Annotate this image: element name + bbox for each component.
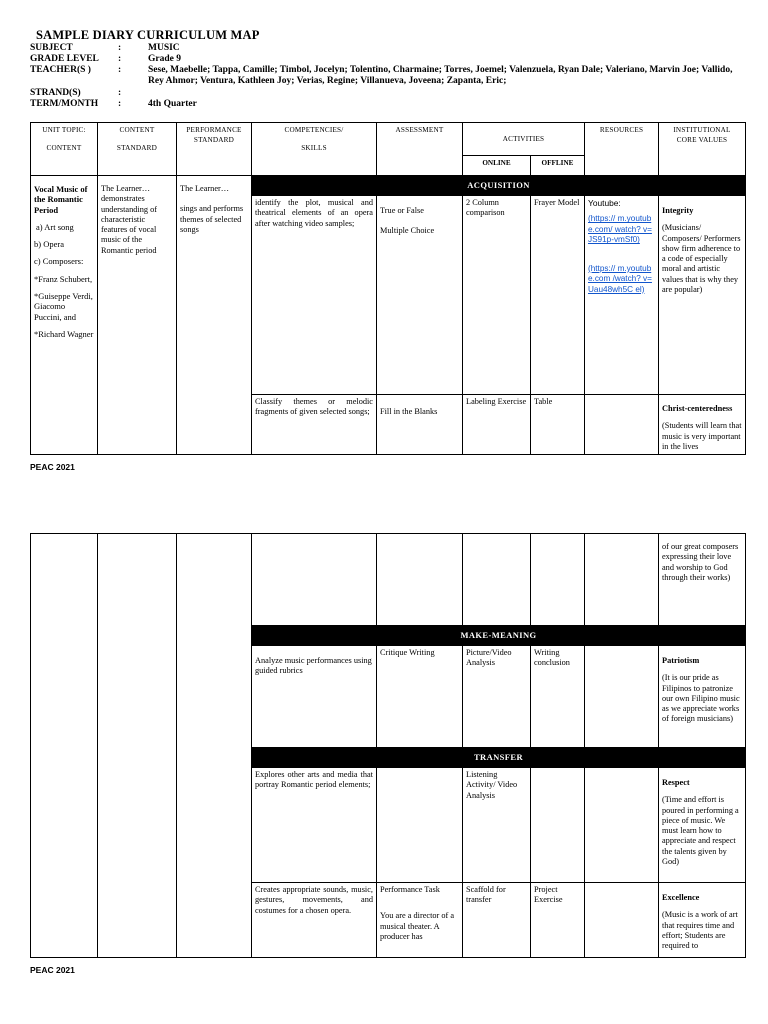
document-title: SAMPLE DIARY CURRICULUM MAP [36, 28, 260, 42]
stage-transfer: TRANSFER [252, 748, 746, 768]
header-text: UNIT TOPIC: [42, 126, 86, 134]
unit-item: *Franz Schubert, [34, 273, 93, 284]
header-offline: OFFLINE [531, 156, 585, 176]
header-activities: ACTIVITIES [463, 123, 585, 156]
header-text: CORE VALUES [676, 136, 728, 145]
online-activity-cell: Listening Activity/ Video Analysis [463, 768, 531, 883]
header-core-values [659, 123, 746, 176]
header-text: SKILLS [301, 144, 327, 153]
unit-title: Vocal Music of the Romantic Period [34, 184, 88, 215]
competency-cell: Classify themes or melodic fragments of given selected songs; [252, 395, 377, 455]
offline-activity-cell [531, 534, 585, 626]
core-value-text: (Time and effort is poured in performing a piece of music. We must learn how to appreciate and respect the talents given by God) [662, 795, 739, 867]
meta-colon: : [118, 43, 122, 53]
meta-label: SUBJECT [30, 43, 73, 53]
core-value-title: Respect [662, 778, 690, 787]
meta-colon: : [118, 65, 122, 75]
resources-label: Youtube: [588, 198, 621, 208]
unit-item: b) Opera [34, 239, 64, 250]
curriculum-table-page-2 [30, 533, 746, 958]
core-value-text: (Musicians/ Composers/ Performers show firm adherence to a code of especially moral and artistic values that is why they are popular) [662, 223, 741, 295]
core-value-text: (Music is a work of art that requires time and effort; Students are required to [662, 910, 738, 951]
unit-item: *Richard Wagner [34, 328, 94, 339]
header-online: ONLINE [463, 156, 531, 176]
performance-standard-lead: The Learner… [180, 184, 230, 193]
competency-cell: identify the plot, musical and theatrical elements of an opera after watching video samples; [252, 196, 377, 395]
resources-cell [585, 395, 659, 455]
stage-make-meaning: MAKE-MEANING [252, 626, 746, 646]
assessment-item: Multiple Choice [380, 226, 435, 236]
page-footer: PEAC 2021 [30, 462, 75, 472]
page-footer: PEAC 2021 [30, 965, 75, 975]
core-value-cell [659, 883, 746, 958]
meta-colon: : [118, 54, 122, 64]
competency-cell: Creates appropriate sounds, music, gestures, movements, and costumes for a chosen opera. [252, 883, 377, 958]
resources-cell [585, 534, 659, 626]
performance-standard-text: sings and performs themes of selected songs [180, 204, 244, 234]
unit-item: *Guiseppe Verdi, Giacomo Puccini, and [34, 291, 93, 322]
header-text: COMPETENCIES/ [284, 126, 344, 134]
meta-label: TERM/MONTH [30, 99, 99, 109]
curriculum-table-page-1 [30, 122, 746, 455]
core-value-text: (Students will learn that music is very important in the lives [662, 421, 742, 451]
assessment-cell [377, 768, 463, 883]
meta-value: MUSIC [148, 43, 180, 53]
header-content-standard [98, 123, 177, 176]
header-text: PERFORMANCE [186, 126, 242, 134]
online-activity-cell: Picture/Video Analysis [463, 646, 531, 748]
core-value-cell [659, 196, 746, 395]
header-unit-topic [31, 123, 98, 176]
offline-activity-cell: Table [531, 395, 585, 455]
youtube-link-1[interactable]: (https:// m.youtube.com/ watch? v=JS91p-vmSf0) [588, 214, 652, 245]
header-text: STANDARD [193, 136, 235, 145]
assessment-cell: Critique Writing [377, 646, 463, 748]
core-value-title: Excellence [662, 893, 700, 902]
stage-acquisition: ACQUISITION [252, 176, 746, 196]
header-text: STANDARD [116, 144, 158, 153]
header-text: INSTITUTIONAL [673, 126, 731, 134]
online-activity-cell: 2 Column comparison [463, 196, 531, 395]
unit-topic-cell [31, 534, 98, 958]
performance-standard-cell [177, 176, 252, 455]
assessment-cell [377, 196, 463, 395]
header-competencies [252, 123, 377, 176]
meta-value: Grade 9 [148, 54, 181, 64]
header-text: CONTENT [119, 126, 155, 134]
meta-value: Sese, Maebelle; Tappa, Camille; Timbol, Jocelyn; Tolentino, Charmaine; Torres, Joemel; Valenzuela, Ryan Dale; Valeriano, Marvin Joe; Vallido, Rey Ahmor; Ventura, Kathleen Joy; Verias, Regine; Villanueva, Joveena; Zapanta, Eric; [148, 65, 733, 86]
assessment-item: True or False [380, 206, 424, 215]
assessment-cell [377, 395, 463, 455]
competency-cell: Explores other arts and media that portray Romantic period elements; [252, 768, 377, 883]
unit-item: c) Composers: [34, 256, 84, 267]
core-value-text: (It is our pride as Filipinos to patronize our own Filipino music as we appreciate works of foreign musicians) [662, 673, 740, 724]
core-value-cell [659, 534, 746, 626]
assessment-item: Fill in the Blanks [380, 407, 438, 416]
unit-item: a) Art song [36, 221, 74, 232]
core-value-cell [659, 395, 746, 455]
resources-cell [585, 768, 659, 883]
assessment-item: You are a director of a musical theater. A producer has [380, 911, 455, 941]
resources-cell [585, 883, 659, 958]
header-resources: RESOURCES [585, 123, 659, 176]
youtube-link-2[interactable]: (https:// m.youtube.com /watch? v=Uau48wh5C el) [588, 263, 652, 294]
competency-text: Analyze music performances using guided rubrics [255, 656, 372, 676]
content-standard-text: The Learner… demonstrates understanding of characteristic features of vocal music of the Romantic period [101, 184, 157, 255]
online-activity-cell: Scaffold for transfer [463, 883, 531, 958]
assessment-cell [377, 534, 463, 626]
unit-topic-cell [31, 176, 98, 455]
core-value-title: Christ-centeredness [662, 404, 733, 413]
meta-colon: : [118, 99, 122, 109]
core-value-cell [659, 646, 746, 748]
header-assessment: ASSESSMENT [377, 123, 463, 176]
assessment-cell [377, 883, 463, 958]
meta-label: TEACHER(S ) [30, 65, 91, 75]
meta-colon: : [118, 88, 122, 98]
meta-label: GRADE LEVEL [30, 54, 99, 64]
offline-activity-cell: Frayer Model [531, 196, 585, 395]
meta-value: 4th Quarter [148, 99, 197, 109]
resources-cell [585, 646, 659, 748]
offline-activity-cell: Project Exercise [531, 883, 585, 958]
resources-cell [585, 196, 659, 395]
competency-cell [252, 646, 377, 748]
header-text: CONTENT [46, 144, 82, 153]
core-value-text: of our great composers expressing their love and worship to God through their works) [662, 542, 739, 582]
content-standard-cell [98, 534, 177, 958]
offline-activity-cell [531, 768, 585, 883]
header-performance-standard [177, 123, 252, 176]
core-value-title: Integrity [662, 206, 694, 215]
assessment-item: Performance Task [380, 885, 440, 894]
performance-standard-cell [177, 534, 252, 958]
online-activity-cell: Labeling Exercise [463, 395, 531, 455]
core-value-title: Patriotism [662, 656, 700, 665]
core-value-cell [659, 768, 746, 883]
offline-activity-cell: Writing conclusion [531, 646, 585, 748]
online-activity-cell [463, 534, 531, 626]
content-standard-cell [98, 176, 177, 455]
competency-cell [252, 534, 377, 626]
meta-label: STRAND(S) [30, 88, 81, 98]
